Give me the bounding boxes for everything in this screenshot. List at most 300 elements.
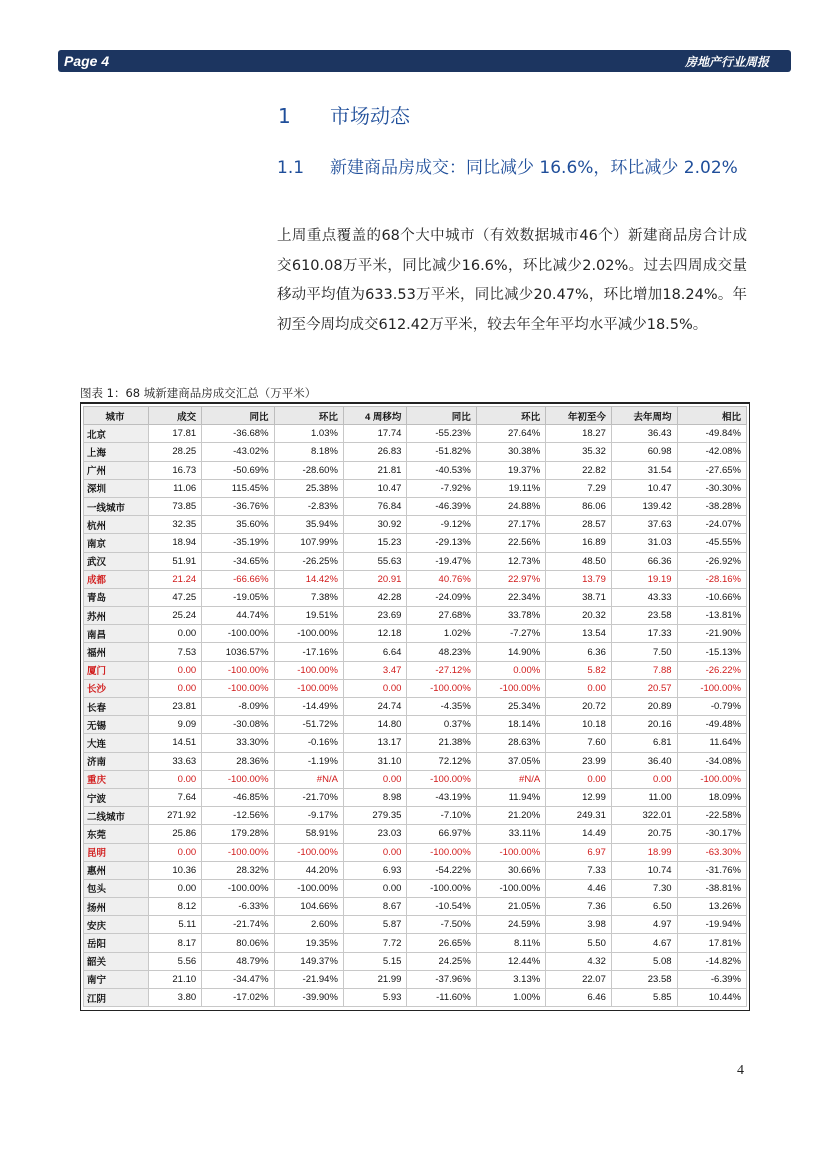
city-cell: 厦门: [84, 661, 149, 679]
value-cell: 6.36: [546, 643, 612, 661]
table-row: [84, 970, 747, 988]
value-cell: 16.73: [149, 461, 202, 479]
subsection-heading: [277, 156, 747, 181]
value-cell: -26.25%: [274, 552, 343, 570]
value-cell: 5.85: [611, 989, 677, 1007]
table-row: [84, 989, 747, 1007]
value-cell: 30.92: [343, 516, 406, 534]
value-cell: 104.66%: [274, 898, 343, 916]
value-cell: 21.38%: [407, 734, 476, 752]
value-cell: 66.36: [611, 552, 677, 570]
value-cell: 86.06: [546, 497, 612, 515]
city-cell: 苏州: [84, 607, 149, 625]
value-cell: 28.63%: [476, 734, 545, 752]
value-cell: 25.24: [149, 607, 202, 625]
value-cell: 36.40: [611, 752, 677, 770]
value-cell: 21.81: [343, 461, 406, 479]
value-cell: -100.00%: [202, 879, 274, 897]
value-cell: 0.00%: [476, 661, 545, 679]
value-cell: 23.58: [611, 970, 677, 988]
value-cell: 6.81: [611, 734, 677, 752]
table-row: [84, 588, 747, 606]
value-cell: 6.97: [546, 843, 612, 861]
table-row: [84, 425, 747, 443]
value-cell: 37.63: [611, 516, 677, 534]
city-cell: 北京: [84, 425, 149, 443]
value-cell: 22.34%: [476, 588, 545, 606]
value-cell: 0.00: [149, 770, 202, 788]
value-cell: 149.37%: [274, 952, 343, 970]
value-cell: 28.57: [546, 516, 612, 534]
value-cell: -100.00%: [407, 843, 476, 861]
value-cell: 18.94: [149, 534, 202, 552]
value-cell: -22.58%: [677, 807, 746, 825]
table-row: [84, 825, 747, 843]
value-cell: 13.26%: [677, 898, 746, 916]
value-cell: 37.05%: [476, 752, 545, 770]
value-cell: 48.23%: [407, 643, 476, 661]
value-cell: 10.44%: [677, 989, 746, 1007]
table-row: [84, 770, 747, 788]
value-cell: 42.28: [343, 588, 406, 606]
subsection-number: 1.1: [277, 158, 305, 178]
value-cell: -7.27%: [476, 625, 545, 643]
value-cell: -21.90%: [677, 625, 746, 643]
value-cell: 3.98: [546, 916, 612, 934]
value-cell: -36.68%: [202, 425, 274, 443]
value-cell: 26.83: [343, 443, 406, 461]
value-cell: 10.36: [149, 861, 202, 879]
value-cell: 6.46: [546, 989, 612, 1007]
value-cell: 18.14%: [476, 716, 545, 734]
value-cell: -100.00%: [407, 679, 476, 697]
value-cell: 20.32: [546, 607, 612, 625]
value-cell: -100.00%: [202, 625, 274, 643]
page-label: Page 4: [64, 53, 110, 69]
city-cell: 江阴: [84, 989, 149, 1007]
value-cell: 31.54: [611, 461, 677, 479]
value-cell: 19.37%: [476, 461, 545, 479]
value-cell: 0.00: [149, 661, 202, 679]
value-cell: 322.01: [611, 807, 677, 825]
value-cell: 51.91: [149, 552, 202, 570]
value-cell: 7.72: [343, 934, 406, 952]
value-cell: 25.34%: [476, 698, 545, 716]
value-cell: 12.99: [546, 788, 612, 806]
value-cell: 23.99: [546, 752, 612, 770]
value-cell: -35.19%: [202, 534, 274, 552]
value-cell: 72.12%: [407, 752, 476, 770]
value-cell: 14.42%: [274, 570, 343, 588]
value-cell: 18.09%: [677, 788, 746, 806]
subsection-title: 新建商品房成交：同比减少 16.6%，环比减少 2.02%: [330, 158, 738, 178]
value-cell: -12.56%: [202, 807, 274, 825]
table-body: [84, 425, 747, 1007]
value-cell: 3.47: [343, 661, 406, 679]
value-cell: 0.00: [343, 879, 406, 897]
city-cell: 青岛: [84, 588, 149, 606]
value-cell: -17.02%: [202, 989, 274, 1007]
value-cell: -19.47%: [407, 552, 476, 570]
value-cell: 19.35%: [274, 934, 343, 952]
value-cell: 4.67: [611, 934, 677, 952]
city-cell: 武汉: [84, 552, 149, 570]
value-cell: 21.10: [149, 970, 202, 988]
value-cell: -66.66%: [202, 570, 274, 588]
value-cell: -24.09%: [407, 588, 476, 606]
value-cell: -100.00%: [677, 770, 746, 788]
value-cell: -46.85%: [202, 788, 274, 806]
value-cell: 44.20%: [274, 861, 343, 879]
value-cell: 17.81: [149, 425, 202, 443]
value-cell: 20.89: [611, 698, 677, 716]
value-cell: 19.19: [611, 570, 677, 588]
value-cell: 8.98: [343, 788, 406, 806]
report-title: 房地产行业周报: [684, 55, 769, 69]
value-cell: 23.03: [343, 825, 406, 843]
value-cell: 21.24: [149, 570, 202, 588]
value-cell: -0.16%: [274, 734, 343, 752]
value-cell: -27.12%: [407, 661, 476, 679]
value-cell: 17.74: [343, 425, 406, 443]
value-cell: -6.39%: [677, 970, 746, 988]
value-cell: 36.43: [611, 425, 677, 443]
value-cell: 20.16: [611, 716, 677, 734]
value-cell: 10.74: [611, 861, 677, 879]
value-cell: 33.78%: [476, 607, 545, 625]
value-cell: -15.13%: [677, 643, 746, 661]
value-cell: 12.18: [343, 625, 406, 643]
column-header: 环比: [274, 407, 343, 425]
value-cell: -100.00%: [202, 843, 274, 861]
table-row: [84, 643, 747, 661]
value-cell: -29.13%: [407, 534, 476, 552]
table-row: [84, 934, 747, 952]
column-header: 环比: [476, 407, 545, 425]
value-cell: 5.15: [343, 952, 406, 970]
value-cell: 8.17: [149, 934, 202, 952]
value-cell: -51.82%: [407, 443, 476, 461]
city-cell: 南宁: [84, 970, 149, 988]
value-cell: 0.00: [149, 625, 202, 643]
value-cell: 3.13%: [476, 970, 545, 988]
value-cell: -100.00%: [476, 843, 545, 861]
value-cell: -11.60%: [407, 989, 476, 1007]
value-cell: 7.64: [149, 788, 202, 806]
city-cell: 成都: [84, 570, 149, 588]
city-cell: 韶关: [84, 952, 149, 970]
value-cell: 7.30: [611, 879, 677, 897]
value-cell: 13.79: [546, 570, 612, 588]
value-cell: 10.47: [611, 479, 677, 497]
city-cell: 杭州: [84, 516, 149, 534]
value-cell: 0.00: [149, 879, 202, 897]
city-cell: 东莞: [84, 825, 149, 843]
value-cell: -63.30%: [677, 843, 746, 861]
city-cell: 岳阳: [84, 934, 149, 952]
value-cell: 28.36%: [202, 752, 274, 770]
value-cell: 0.00: [343, 770, 406, 788]
table-row: [84, 552, 747, 570]
value-cell: 7.36: [546, 898, 612, 916]
value-cell: -43.02%: [202, 443, 274, 461]
value-cell: -7.10%: [407, 807, 476, 825]
value-cell: 1.03%: [274, 425, 343, 443]
value-cell: -36.76%: [202, 497, 274, 515]
city-cell: 南京: [84, 534, 149, 552]
table-row: [84, 479, 747, 497]
value-cell: #N/A: [274, 770, 343, 788]
table-row: [84, 570, 747, 588]
value-cell: 47.25: [149, 588, 202, 606]
value-cell: 7.88: [611, 661, 677, 679]
value-cell: 4.32: [546, 952, 612, 970]
value-cell: -51.72%: [274, 716, 343, 734]
value-cell: 60.98: [611, 443, 677, 461]
value-cell: -100.00%: [274, 879, 343, 897]
value-cell: 44.74%: [202, 607, 274, 625]
value-cell: 1.00%: [476, 989, 545, 1007]
value-cell: -49.48%: [677, 716, 746, 734]
value-cell: 5.82: [546, 661, 612, 679]
value-cell: 6.50: [611, 898, 677, 916]
table-row: [84, 752, 747, 770]
column-header: 年初至今: [546, 407, 612, 425]
column-header: 去年周均: [611, 407, 677, 425]
city-cell: 上海: [84, 443, 149, 461]
value-cell: -19.05%: [202, 588, 274, 606]
value-cell: 8.12: [149, 898, 202, 916]
value-cell: 11.00: [611, 788, 677, 806]
value-cell: 107.99%: [274, 534, 343, 552]
value-cell: -17.16%: [274, 643, 343, 661]
value-cell: 18.27: [546, 425, 612, 443]
table-row: [84, 661, 747, 679]
section-heading: [278, 101, 410, 131]
value-cell: -10.54%: [407, 898, 476, 916]
value-cell: -37.96%: [407, 970, 476, 988]
value-cell: -45.55%: [677, 534, 746, 552]
value-cell: 17.81%: [677, 934, 746, 952]
value-cell: 11.64%: [677, 734, 746, 752]
value-cell: 30.38%: [476, 443, 545, 461]
value-cell: -40.53%: [407, 461, 476, 479]
value-cell: 7.53: [149, 643, 202, 661]
page-header-bar: [58, 50, 791, 72]
table-header-row: [84, 407, 747, 425]
value-cell: 5.11: [149, 916, 202, 934]
value-cell: 43.33: [611, 588, 677, 606]
table-row: [84, 679, 747, 697]
value-cell: 25.38%: [274, 479, 343, 497]
value-cell: 22.56%: [476, 534, 545, 552]
value-cell: -34.47%: [202, 970, 274, 988]
value-cell: 0.00: [343, 843, 406, 861]
table-row: [84, 916, 747, 934]
value-cell: 30.66%: [476, 861, 545, 879]
value-cell: 20.91: [343, 570, 406, 588]
table-row: [84, 497, 747, 515]
table-row: [84, 788, 747, 806]
value-cell: 35.60%: [202, 516, 274, 534]
value-cell: 0.00: [546, 770, 612, 788]
value-cell: -38.81%: [677, 879, 746, 897]
value-cell: 4.97: [611, 916, 677, 934]
value-cell: 5.87: [343, 916, 406, 934]
value-cell: -24.07%: [677, 516, 746, 534]
value-cell: 38.71: [546, 588, 612, 606]
city-cell: 二线城市: [84, 807, 149, 825]
value-cell: 0.00: [611, 770, 677, 788]
value-cell: 21.99: [343, 970, 406, 988]
city-cell: 重庆: [84, 770, 149, 788]
value-cell: 14.51: [149, 734, 202, 752]
value-cell: 1036.57%: [202, 643, 274, 661]
value-cell: 24.74: [343, 698, 406, 716]
city-cell: 一线城市: [84, 497, 149, 515]
city-cell: 惠州: [84, 861, 149, 879]
value-cell: 0.37%: [407, 716, 476, 734]
value-cell: -100.00%: [274, 625, 343, 643]
value-cell: 11.06: [149, 479, 202, 497]
value-cell: -21.74%: [202, 916, 274, 934]
table-row: [84, 807, 747, 825]
value-cell: 31.10: [343, 752, 406, 770]
value-cell: 48.79%: [202, 952, 274, 970]
value-cell: 6.93: [343, 861, 406, 879]
value-cell: 28.32%: [202, 861, 274, 879]
value-cell: -49.84%: [677, 425, 746, 443]
value-cell: 27.17%: [476, 516, 545, 534]
value-cell: 24.88%: [476, 497, 545, 515]
value-cell: 12.73%: [476, 552, 545, 570]
value-cell: 35.94%: [274, 516, 343, 534]
section-number: 1: [278, 104, 291, 128]
table-row: [84, 534, 747, 552]
value-cell: -42.08%: [677, 443, 746, 461]
value-cell: -1.19%: [274, 752, 343, 770]
city-cell: 包头: [84, 879, 149, 897]
value-cell: 12.44%: [476, 952, 545, 970]
value-cell: 271.92: [149, 807, 202, 825]
value-cell: 7.50: [611, 643, 677, 661]
table-row: [84, 516, 747, 534]
value-cell: 249.31: [546, 807, 612, 825]
value-cell: 11.94%: [476, 788, 545, 806]
table-row: [84, 879, 747, 897]
value-cell: -31.76%: [677, 861, 746, 879]
table-row: [84, 698, 747, 716]
body-paragraph: 上周重点覆盖的68个大中城市（有效数据城市46个）新建商品房合计成交610.08万平米，同比减少16.6%，环比减少2.02%。过去四周成交量移动平均值为633.53万平米，同比减少20.47%，环比增加18.24%。年初至今周均成交612.42万平米，较去年全年平均水平减少18.5%。: [277, 228, 747, 333]
value-cell: 16.89: [546, 534, 612, 552]
value-cell: -26.22%: [677, 661, 746, 679]
value-cell: -100.00%: [202, 679, 274, 697]
value-cell: 24.25%: [407, 952, 476, 970]
value-cell: 14.90%: [476, 643, 545, 661]
value-cell: -100.00%: [476, 879, 545, 897]
value-cell: -14.82%: [677, 952, 746, 970]
value-cell: -9.12%: [407, 516, 476, 534]
value-cell: -55.23%: [407, 425, 476, 443]
value-cell: -100.00%: [476, 679, 545, 697]
value-cell: 0.00: [546, 679, 612, 697]
city-cell: 大连: [84, 734, 149, 752]
value-cell: -0.79%: [677, 698, 746, 716]
value-cell: 27.68%: [407, 607, 476, 625]
value-cell: -30.17%: [677, 825, 746, 843]
city-cell: 南昌: [84, 625, 149, 643]
value-cell: -100.00%: [202, 661, 274, 679]
value-cell: 23.81: [149, 698, 202, 716]
value-cell: -6.33%: [202, 898, 274, 916]
value-cell: -9.17%: [274, 807, 343, 825]
city-cell: 昆明: [84, 843, 149, 861]
value-cell: 58.91%: [274, 825, 343, 843]
value-cell: #N/A: [476, 770, 545, 788]
value-cell: -100.00%: [407, 770, 476, 788]
value-cell: 14.80: [343, 716, 406, 734]
value-cell: 279.35: [343, 807, 406, 825]
value-cell: 19.51%: [274, 607, 343, 625]
value-cell: 3.80: [149, 989, 202, 1007]
value-cell: 31.03: [611, 534, 677, 552]
value-cell: 0.00: [149, 843, 202, 861]
value-cell: 0.00: [343, 679, 406, 697]
value-cell: 6.64: [343, 643, 406, 661]
table-row: [84, 461, 747, 479]
value-cell: -34.65%: [202, 552, 274, 570]
city-cell: 宁波: [84, 788, 149, 806]
value-cell: 17.33: [611, 625, 677, 643]
city-cell: 济南: [84, 752, 149, 770]
column-header: 4 周移均: [343, 407, 406, 425]
value-cell: 9.09: [149, 716, 202, 734]
value-cell: -50.69%: [202, 461, 274, 479]
value-cell: 2.60%: [274, 916, 343, 934]
value-cell: -39.90%: [274, 989, 343, 1007]
transactions-table: [83, 406, 747, 1007]
value-cell: 73.85: [149, 497, 202, 515]
value-cell: -4.35%: [407, 698, 476, 716]
value-cell: -2.83%: [274, 497, 343, 515]
city-cell: 安庆: [84, 916, 149, 934]
page-number: 4: [737, 1063, 744, 1078]
value-cell: -100.00%: [274, 843, 343, 861]
column-header: 同比: [407, 407, 476, 425]
value-cell: -100.00%: [274, 661, 343, 679]
value-cell: 7.33: [546, 861, 612, 879]
value-cell: 5.56: [149, 952, 202, 970]
value-cell: -7.50%: [407, 916, 476, 934]
table-row: [84, 716, 747, 734]
value-cell: 7.38%: [274, 588, 343, 606]
city-cell: 广州: [84, 461, 149, 479]
value-cell: 20.75: [611, 825, 677, 843]
column-header: 成交: [149, 407, 202, 425]
city-cell: 福州: [84, 643, 149, 661]
value-cell: 139.42: [611, 497, 677, 515]
value-cell: 1.02%: [407, 625, 476, 643]
value-cell: 179.28%: [202, 825, 274, 843]
value-cell: 35.32: [546, 443, 612, 461]
value-cell: 48.50: [546, 552, 612, 570]
value-cell: 19.11%: [476, 479, 545, 497]
table-row: [84, 898, 747, 916]
value-cell: 115.45%: [202, 479, 274, 497]
value-cell: 22.82: [546, 461, 612, 479]
value-cell: 8.67: [343, 898, 406, 916]
value-cell: -26.92%: [677, 552, 746, 570]
